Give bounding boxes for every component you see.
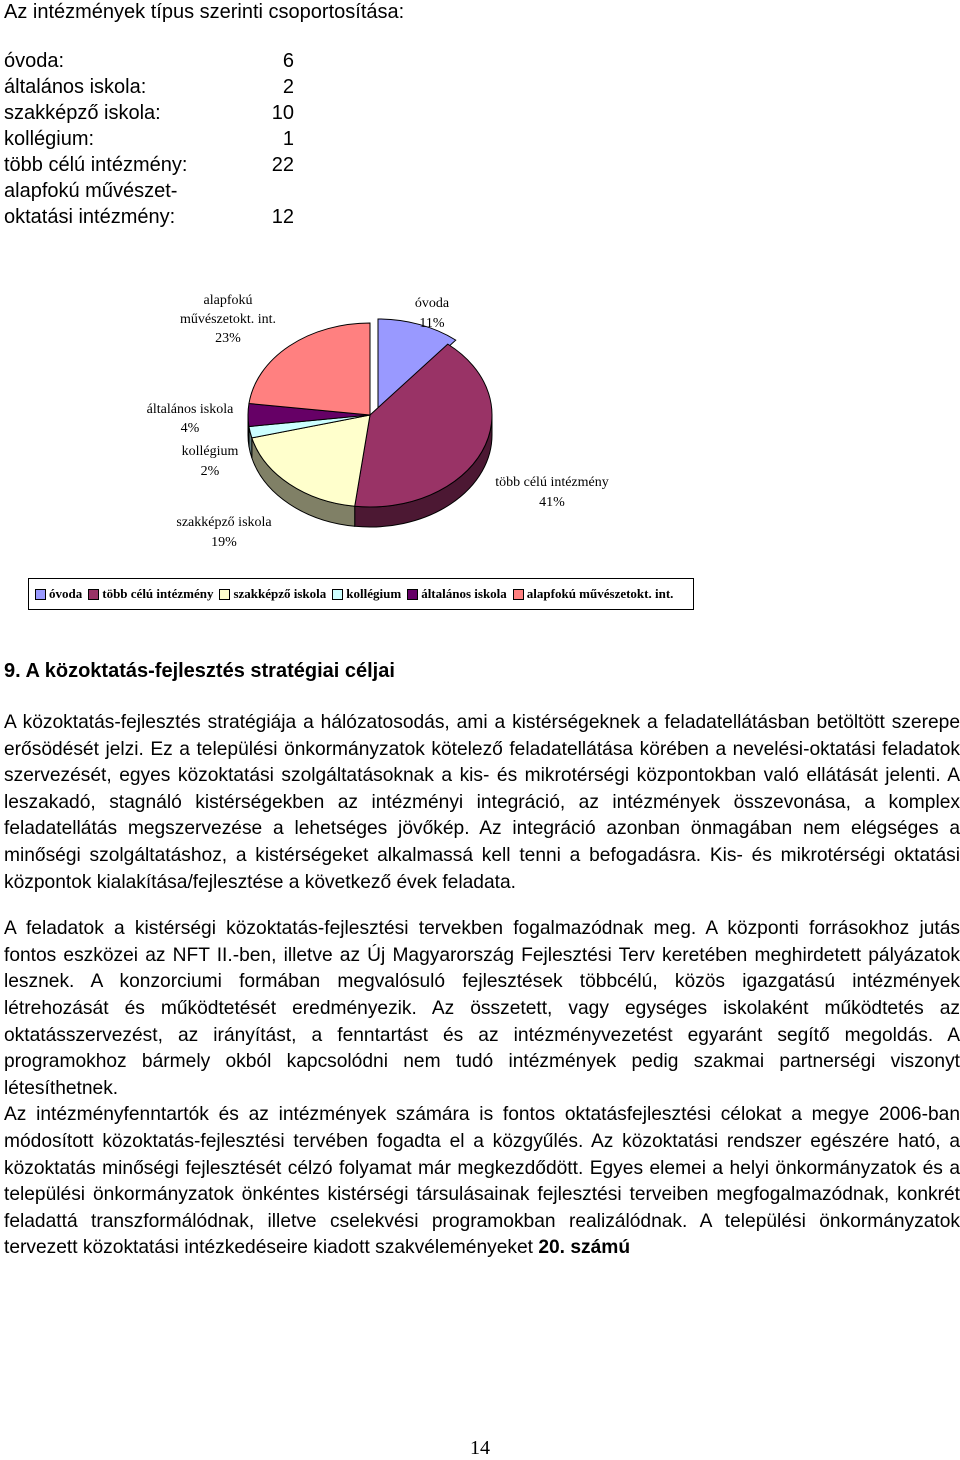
type-value: 22 [271, 154, 294, 176]
slice-label: több célú intézmény [495, 475, 609, 490]
section-heading: 9. A közoktatás-fejlesztés stratégiai céljai [4, 660, 395, 682]
type-label: szakképző iskola: [4, 102, 161, 124]
institution-type-list [4, 48, 294, 230]
type-value: 2 [282, 76, 294, 98]
slice-percent: 4% [180, 421, 200, 436]
legend-swatch [407, 589, 418, 600]
type-value: 6 [282, 50, 294, 72]
pie-slice [249, 323, 370, 415]
type-label: óvoda: [4, 50, 65, 72]
legend-swatch [332, 589, 343, 600]
slice-percent: 11% [419, 316, 445, 331]
body-text [4, 710, 960, 1262]
slice-percent: 41% [539, 495, 565, 510]
slice-label: kollégium [181, 444, 239, 459]
page-number: 14 [470, 1437, 490, 1459]
legend-item: kollégium [332, 586, 401, 602]
pie-slices [248, 319, 492, 507]
legend-item: több célú intézmény [88, 586, 213, 602]
legend-swatch [35, 589, 46, 600]
legend-swatch [219, 589, 230, 600]
legend-item: óvoda [35, 586, 82, 602]
type-row [4, 204, 294, 230]
type-label: kollégium: [4, 128, 95, 150]
type-row [4, 48, 294, 74]
type-value: 12 [271, 206, 294, 228]
slice-label: alapfokú [203, 293, 253, 308]
type-label: általános iskola: [4, 76, 147, 98]
intro-title: Az intézmények típus szerinti csoportosítása: [4, 1, 405, 23]
type-label: több célú intézmény: [4, 154, 188, 176]
slice-percent: 23% [215, 331, 241, 346]
slice-label: művészetokt. int. [179, 312, 277, 327]
type-label: oktatási intézmény: [4, 206, 176, 228]
type-row [4, 100, 294, 126]
legend-item: alapfokú művészetokt. int. [513, 586, 674, 602]
paragraph: A feladatok a kistérségi közoktatás-fejlesztési tervekben fogalmazódnak meg. A központi forrásokhoz jutás fontos eszközei az NFT II.-ben, illetve az Új Magyarország Fejlesztési Terv keretében meghirdetett pályázatok lesznek. A konzorciumi formában megvalósuló fejlesztések többcélú, közös igazgatású intézmények létrehozását és működtetését eredményezik. Az összetett, vagy egységes iskolaként működtetés az oktatásszervezést, az irányítást, a fenntartást és az intézményvezetést egyaránt segítő megoldás. A programokhoz bármely okból kapcsolódni nem tudó intézmények pedig szakmai partnerségi viszonyt létesíthetnek. [4, 918, 960, 1099]
pie-chart [0, 280, 960, 570]
slice-label: óvoda [414, 296, 450, 311]
type-row [4, 126, 294, 152]
type-row [4, 152, 294, 178]
paragraph-bold-ref: 20. számú [538, 1237, 631, 1259]
type-value: 1 [282, 128, 294, 150]
slice-label: általános iskola [146, 402, 234, 417]
legend-item: általános iskola [407, 586, 507, 602]
paragraph-text: Az intézményfenntartók és az intézmények számára is fontos oktatásfejlesztési célokat a megye 2006-ban módosított közoktatás-fejlesztési tervében fogadta el a közgyűlés. Az közoktatási rendszer egészére ható, a közoktatás minőségi fejlesztését célzó folyamat már megkezdődött. Egyes elemei a helyi önkormányzatok és a települési önkormányzatok önkéntes kistérségi társulásainak fejlesztési terveiben megfogalmazódnak, konkrét feladattá transzformálódnak, illetve cselekvési programokban realizálódnak. A települési önkormányzatok tervezett közoktatási intézkedéseire kiadott szakvéleményeket [4, 1104, 960, 1259]
type-value: 10 [271, 102, 294, 124]
slice-percent: 19% [211, 535, 237, 550]
legend-swatch [88, 589, 99, 600]
type-row [4, 74, 294, 100]
legend-swatch [513, 589, 524, 600]
paragraph: A közoktatás-fejlesztés stratégiája a hálózatosodás, ami a kistérségeknek a feladatellátásban betöltött szerepe erősödését jelzi. Ez a települési önkormányzatok kötelező feladatellátása körében a nevelési-oktatási feladatok szervezését, egyes közoktatási szolgáltatásoknak a kis- és mikrotérségi központokban való ellátását jelenti. A leszakadó, stagnáló kistérségekben az intézményi integráció, az intézmények összevonása, a komplex feladatellátás megszervezése a lehetséges jövőkép. Az integráció azonban önmagában nem elégséges a minőségi szolgáltatáshoz, a kistérségeket alkalmassá kell tenni a befogadásra. Kis- és mikrotérségi oktatási központok kialakítása/fejlesztése a következő évek feladata. [4, 712, 960, 893]
paragraph [4, 1102, 960, 1262]
chart-legend [28, 578, 694, 610]
slice-percent: 2% [200, 464, 220, 479]
type-label-multiline: alapfokú művészet- [4, 180, 178, 202]
legend-item: szakképző iskola [219, 586, 326, 602]
slice-label: szakképző iskola [176, 515, 272, 530]
